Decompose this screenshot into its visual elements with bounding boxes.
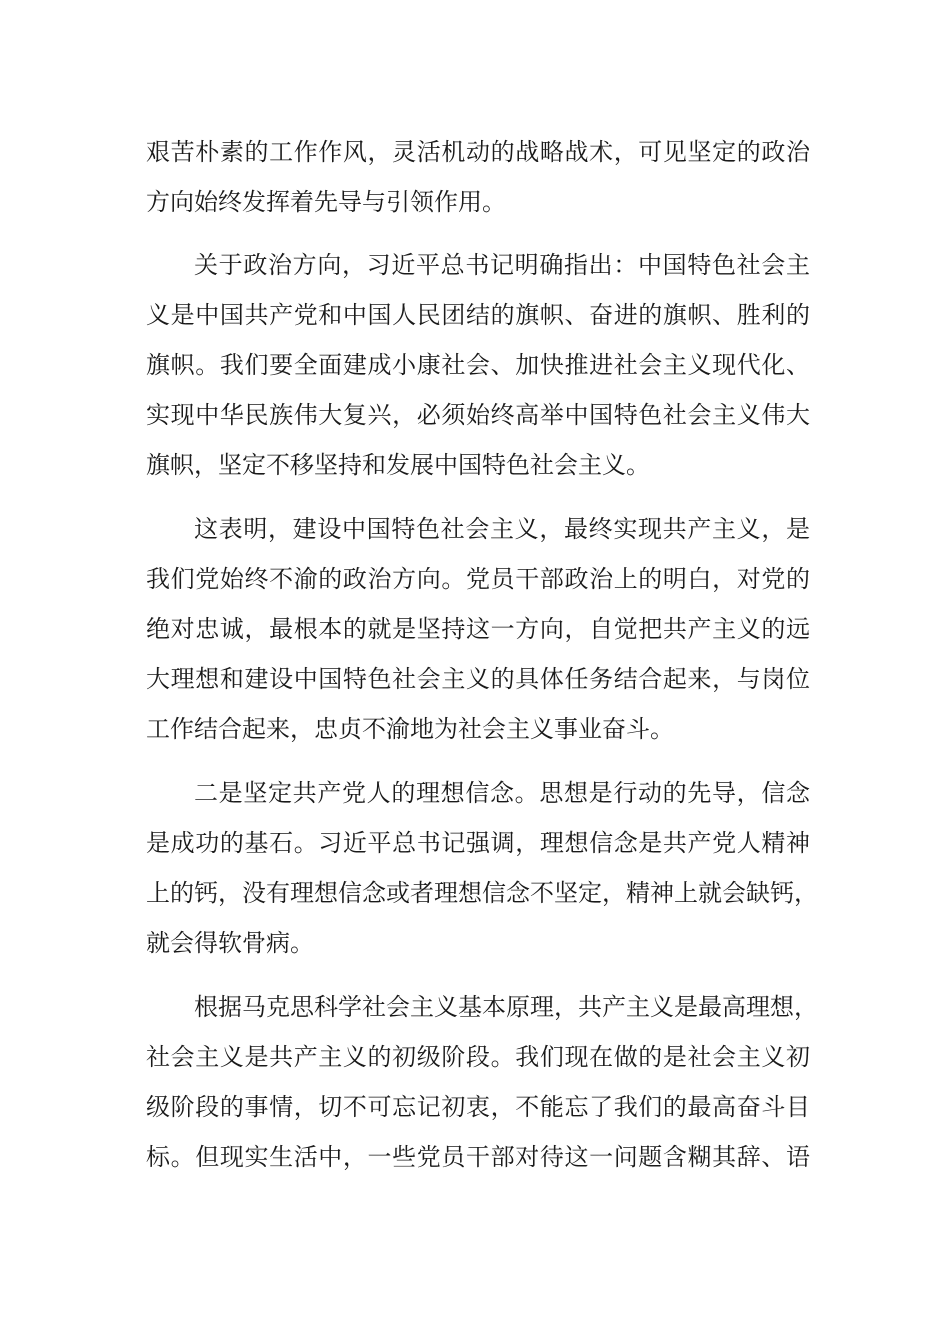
paragraph-2-line-3: 旗帜。我们要全面建成小康社会、加快推进社会主义现代化、 — [146, 351, 810, 379]
paragraph-5-line-3: 级阶段的事情，切不可忘记初衷，不能忘了我们的最高奋斗目 — [146, 1093, 810, 1121]
paragraph-5-line-2: 社会主义是共产主义的初级阶段。我们现在做的是社会主义初 — [146, 1043, 810, 1071]
paragraph-2-line-2: 义是中国共产党和中国人民团结的旗帜、奋进的旗帜、胜利的 — [146, 301, 810, 329]
paragraph-3-line-3: 绝对忠诚，最根本的就是坚持这一方向，自觉把共产主义的远 — [146, 615, 810, 643]
paragraph-5-line-4: 标。但现实生活中，一些党员干部对待这一问题含糊其辞、语 — [146, 1143, 810, 1171]
paragraph-4-line-3: 上的钙，没有理想信念或者理想信念不坚定，精神上就会缺钙， — [146, 879, 818, 907]
paragraph-4-line-4: 就会得软骨病。 — [146, 929, 314, 957]
paragraph-4-line-1: 二是坚定共产党人的理想信念。思想是行动的先导，信念 — [194, 779, 810, 807]
paragraph-5-line-1: 根据马克思科学社会主义基本原理，共产主义是最高理想， — [194, 993, 818, 1021]
paragraph-2-line-5: 旗帜，坚定不移坚持和发展中国特色社会主义。 — [146, 451, 650, 479]
paragraph-1-line-2: 方向始终发挥着先导与引领作用。 — [146, 188, 506, 216]
paragraph-2-line-4: 实现中华民族伟大复兴，必须始终高举中国特色社会主义伟大 — [146, 401, 810, 429]
paragraph-2-line-1: 关于政治方向，习近平总书记明确指出：中国特色社会主 — [194, 251, 810, 279]
paragraph-3-line-1: 这表明，建设中国特色社会主义，最终实现共产主义，是 — [194, 515, 810, 543]
paragraph-3-line-4: 大理想和建设中国特色社会主义的具体任务结合起来，与岗位 — [146, 665, 810, 693]
paragraph-3-line-2: 我们党始终不渝的政治方向。党员干部政治上的明白，对党的 — [146, 565, 810, 593]
paragraph-1-line-1: 艰苦朴素的工作作风，灵活机动的战略战术，可见坚定的政治 — [146, 138, 810, 166]
paragraph-3-line-5: 工作结合起来，忠贞不渝地为社会主义事业奋斗。 — [146, 715, 674, 743]
paragraph-4-line-2: 是成功的基石。习近平总书记强调，理想信念是共产党人精神 — [146, 829, 810, 857]
